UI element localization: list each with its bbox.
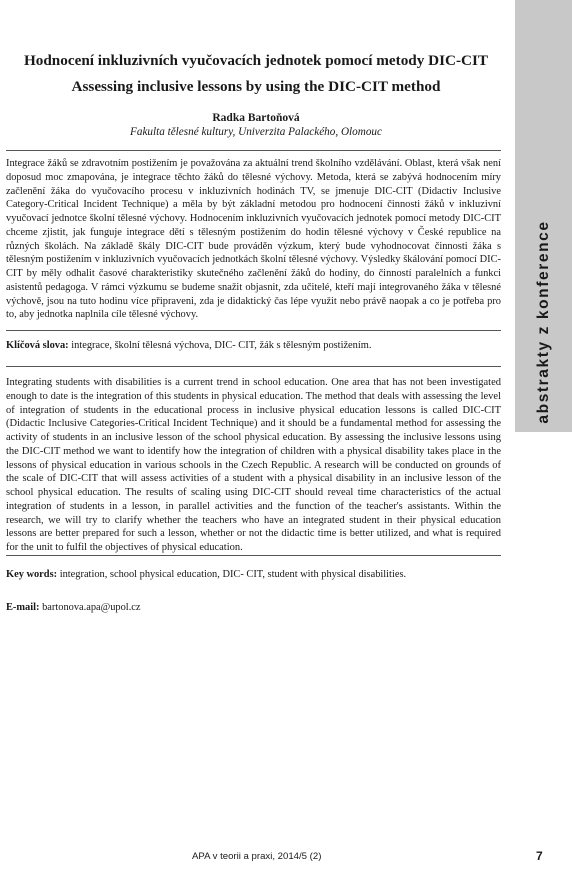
footer-journal-citation: APA v teorii a praxi, 2014/5 (2): [192, 851, 322, 862]
keywords-czech-label: Klíčová slova:: [6, 340, 69, 351]
abstract-english: Integrating students with disabilities is a current trend in school education. One area that has not been investigated enough to date is the integration of this students in physical education. The method that deals with assessing the level of integration of students in the educational process in inclusive physical education lessons is called DIC-CIT (Didactic Inclusive Categories-Critical Incident Technique) and it should be a fundamental method for assessing the activity of students in an inclusive lesson of the school physical education. By assessing the inclusive lessons using the DIC-CIT method we want to identify how the integration of children with a physical disability takes place in the lessons of physical education in various schools in the Czech Republic. A research will be conducted on grounds of the scale of DIC-CIT that will assess activities of a student with a physical disability in an inclusive lesson of the school physical education. The results of scaling using DIC-CIT should reveal time characteristics of the actual integration of students in a lesson, in parallel activities and the function of the teacher's assistants. Within the research, we will try to clarify whether the teachers who have an integrated student in their physical education lessons are better prepared for such a lesson, whether or not the didactic time is better utilized, and what is required for the unit to fulfil the objectives of physical education.: [6, 377, 501, 553]
author-name: Radka Bartoňová: [212, 112, 300, 124]
section-side-tab-label: abstrakty z konference: [534, 220, 552, 424]
keywords-english-text: integration, school physical education, DIC- CIT, student with physical disabilities.: [59, 569, 407, 580]
paper-title-english: Assessing inclusive lessons by using the DIC-CIT method: [71, 78, 441, 95]
paper-title-czech: Hodnocení inkluzivních vyučovacích jednotek pomocí metody DIC-CIT: [23, 52, 489, 69]
section-side-tab: [515, 0, 572, 432]
email-address[interactable]: bartonova.apa@upol.cz: [42, 602, 141, 613]
page-number: 7: [536, 849, 543, 863]
keywords-czech-text: integrace, školní tělesná výchova, DIC- CIT, žák s tělesným postižením.: [71, 340, 372, 351]
contact-email: [6, 601, 501, 615]
author-affiliation: Fakulta tělesné kultury, Univerzita Palackého, Olomouc: [130, 126, 382, 138]
divider: [6, 150, 501, 151]
abstract-czech: Integrace žáků se zdravotním postižením je považována za aktuální trend školního vzdělávání. Oblast, která však není doposud moc zmapována, je integrace těchto žáků do tělesné výchovy. Metoda, která se zabývá hodnocením míry začlenění žáka do vyučovacího procesu v inkluzivních hodinách TV, se jmenuje DIC-CIT (Didactiv Inclusive Category-Critical Incident Technique) a měla by být základní metodou pro hodnocení činnosti žáků v inkluzivní vyučovací jednotce školní tělesné výchovy. Hodnocením inkluzivních vyučovacích jednotek pomocí metody DIC-CIT chceme zjistit, jak funguje integrace dětí s tělesným postižením do hodin tělesné výchovy v České republice na různých školách. Na základě škály DIC-CIT bude prováděn výzkum, který bude vyhodnocovat činnosti žáka s tělesným postižením v inkluzivních vyučovacích jednotkách školní tělesné výchovy. Výsledky škálování pomocí DIC-CIT by měly odhalit časové charakteristiky skutečného začlenění žáků do hodiny, do činností paralelních a funkci asistentů pedagoga. V rámci výzkumu se budeme snažit objasnit, zda učitelé, kteří mají integrovaného žáka v tělesné výchově, jsou na tuto hodinu více připraveni, zda je didaktický čas lépe využit nebo právě naopak a co je potřeba pro to, aby jednotka naplnila cíle tělesné výchovy.: [6, 158, 501, 321]
divider: [6, 555, 501, 556]
keywords-czech: [6, 339, 501, 353]
keywords-english-label: Key words:: [6, 569, 58, 580]
divider: [6, 366, 501, 367]
divider: [6, 330, 501, 331]
email-label: E-mail:: [6, 602, 40, 613]
keywords-english: [6, 568, 501, 582]
